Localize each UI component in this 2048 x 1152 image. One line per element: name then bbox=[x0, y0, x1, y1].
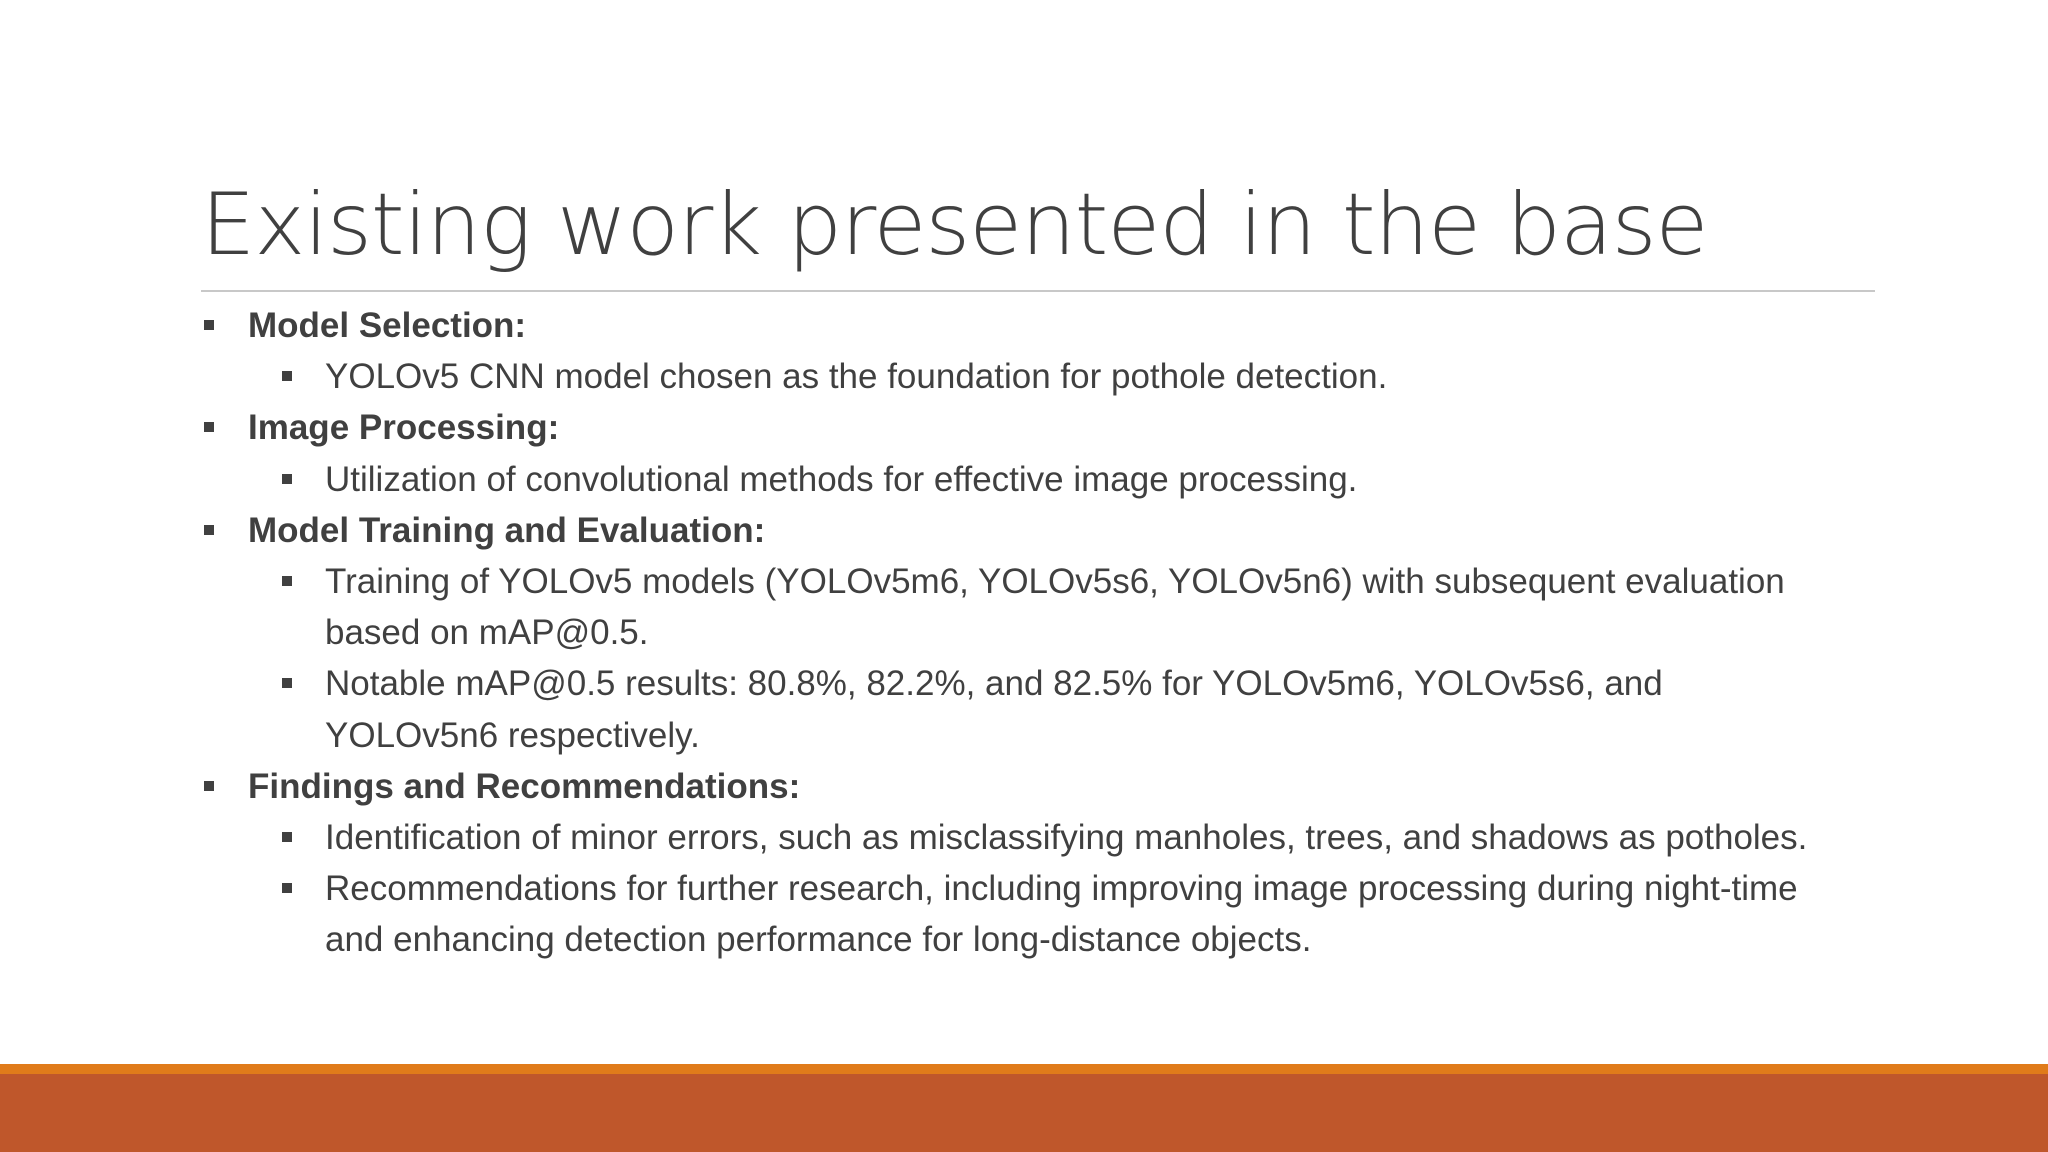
title-divider bbox=[201, 290, 1875, 292]
slide-title: Existing work presented in the base bbox=[201, 175, 1708, 275]
sub-bullet-item bbox=[201, 351, 1841, 402]
section-heading-findings bbox=[201, 761, 1841, 812]
section-heading-model-training bbox=[201, 505, 1841, 556]
sub-bullet-text: Training of YOLOv5 models (YOLOv5m6, YOLOv5s6, YOLOv5n6) with subsequent evaluation based on mAP@0.5. bbox=[325, 562, 1785, 653]
footer-band bbox=[0, 1074, 2048, 1152]
sub-bullet-item bbox=[201, 812, 1841, 863]
square-bullet-icon bbox=[204, 422, 214, 432]
sub-bullet-text: YOLOv5 CNN model chosen as the foundation for pothole detection. bbox=[325, 357, 1388, 397]
section-heading-text: Findings and Recommendations: bbox=[248, 766, 801, 806]
square-bullet-icon bbox=[282, 678, 292, 688]
square-bullet-icon bbox=[204, 320, 214, 330]
section-heading-text: Model Training and Evaluation: bbox=[248, 510, 766, 550]
square-bullet-icon bbox=[204, 525, 214, 535]
sub-bullet-text: Identification of minor errors, such as misclassifying manholes, trees, and shadows as potholes. bbox=[325, 818, 1808, 858]
square-bullet-icon bbox=[282, 883, 292, 893]
sub-bullet-item bbox=[201, 454, 1841, 505]
section-heading-text: Image Processing: bbox=[248, 408, 560, 448]
bullet-list bbox=[201, 300, 1841, 966]
sub-bullet-item bbox=[201, 863, 1841, 965]
sub-bullet-item bbox=[201, 658, 1841, 760]
square-bullet-icon bbox=[204, 781, 214, 791]
square-bullet-icon bbox=[282, 371, 292, 381]
sub-bullet-item bbox=[201, 556, 1841, 658]
sub-bullet-text: Recommendations for further research, including improving image processing during night-time and enhancing detection performance for long-distance objects. bbox=[325, 869, 1798, 960]
footer-accent-stripe bbox=[0, 1064, 2048, 1074]
sub-bullet-text: Utilization of convolutional methods for effective image processing. bbox=[325, 459, 1358, 499]
square-bullet-icon bbox=[282, 474, 292, 484]
section-heading-image-processing bbox=[201, 402, 1841, 453]
section-heading-text: Model Selection: bbox=[248, 306, 527, 345]
square-bullet-icon bbox=[282, 576, 292, 586]
sub-bullet-text: Notable mAP@0.5 results: 80.8%, 82.2%, and 82.5% for YOLOv5m6, YOLOv5s6, and YOLOv5n6 respectively. bbox=[325, 664, 1663, 755]
section-heading-model-selection bbox=[201, 300, 1841, 351]
square-bullet-icon bbox=[282, 832, 292, 842]
